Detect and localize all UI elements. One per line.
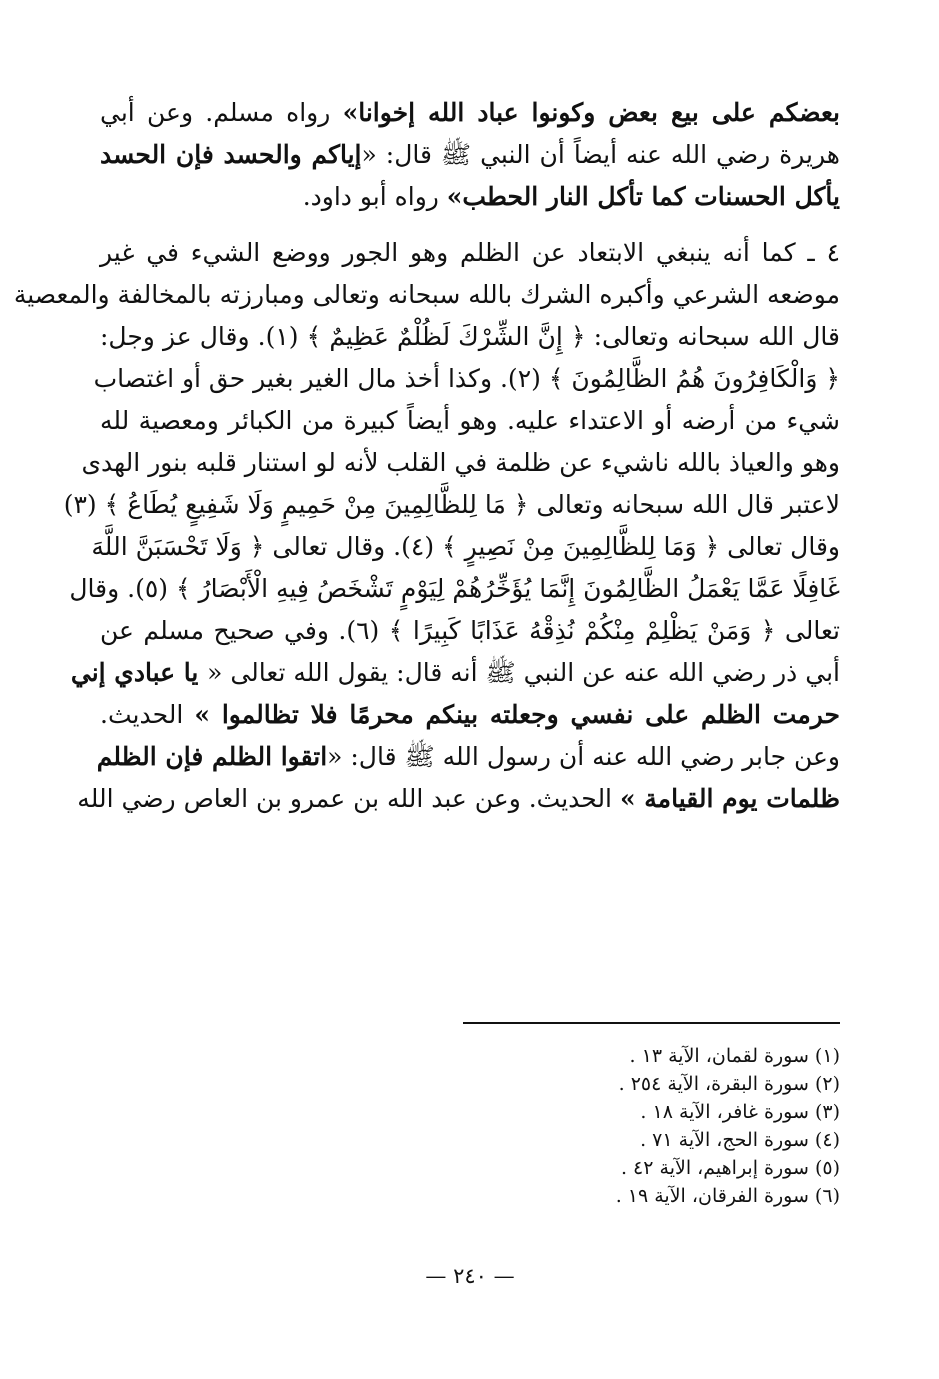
text-line-14 <box>70 652 840 694</box>
text-run: الحديث. وعن عبد الله بن عمرو بن العاص رضي الله <box>77 784 620 813</box>
body-text <box>13 92 841 820</box>
hadith-text: اتقوا الظلم فإن الظلم <box>96 742 328 771</box>
text-run: هريرة رضي الله عنه أيضاً أن النبي ﷺ قال: « <box>361 140 840 169</box>
text-line-12: غَافِلًا عَمَّا يَعْمَلُ الظَّالِمُونَ إِنَّمَا يُؤَخِّرُهُمْ لِيَوْمٍ تَشْخَصُ فِيهِ الْأَبْصَارُ ﴾ (٥). وقال <box>69 574 840 603</box>
text-line-15 <box>100 694 840 736</box>
hadith-text: ظلمات يوم القيامة » <box>619 784 840 813</box>
text-line-9: وهو والعياذ بالله ناشيء عن ظلمة في القلب لأنه لو استنار قلبه بنور الهدى <box>81 448 840 477</box>
text-run: الحديث. <box>100 700 195 729</box>
text-line-2 <box>100 134 840 176</box>
footnote-item: (٤) سورة الحج، الآية ٧١ . <box>640 1129 840 1151</box>
text-line-6: قال الله سبحانه وتعالى: ﴿ إِنَّ الشِّرْكَ لَظُلْمٌ عَظِيمٌ ﴾ (١). وقال عز وجل: <box>100 322 840 351</box>
hadith-text: إياكم والحسد فإن الحسد <box>100 140 362 169</box>
footnote-item: (٥) سورة إبراهيم، الآية ٤٢ . <box>620 1157 840 1179</box>
text-line-1 <box>100 92 840 134</box>
text-line-17 <box>77 778 840 820</box>
text-run: رواه أبو داود. <box>302 182 447 211</box>
hadith-text: يا عبادي إني <box>70 658 208 687</box>
footnote-divider <box>463 1022 840 1024</box>
footnote-item: (٦) سورة الفرقان، الآية ١٩ . <box>615 1185 840 1207</box>
text-line-10: لاعتبر قال الله سبحانه وتعالى ﴿ مَا لِلظَّالِمِينَ مِنْ حَمِيمٍ وَلَا شَفِيعٍ يُطَاعُ ﴾ (٣) <box>63 490 840 519</box>
hadith-text: يأكل الحسنات كما تأكل النار الحطب» <box>446 182 840 211</box>
text-line-3 <box>100 176 840 218</box>
page-number: — ٢٤٠ — <box>425 1264 515 1288</box>
hadith-text: حرمت الظلم على نفسي وجعلته بينكم محرمًا فلا تظالموا » <box>194 700 840 729</box>
text-run: أبي ذر رضي الله عنه عن النبي ﷺ أنه قال: يقول الله تعالى « <box>207 658 840 687</box>
hadith-text: بعضكم على بيع بعض وكونوا عباد الله إخوانا» <box>342 98 840 127</box>
text-line-5: موضعه الشرعي وأكبره الشرك بالله سبحانه وتعالى ومبارزته بالمخالفة والمعصية <box>13 280 840 309</box>
text-run: رواه مسلم. وعن أبي <box>100 98 343 127</box>
text-line-7: ﴿ وَالْكَافِرُونَ هُمُ الظَّالِمُونَ ﴾ (٢). وكذا أخذ مال الغير بغير حق أو اغتصاب <box>93 364 840 393</box>
text-run: وعن جابر رضي الله عنه أن رسول الله ﷺ قال: « <box>327 742 840 771</box>
text-line-8: شيء من أرضه أو الاعتداء عليه. وهو أيضاً كبيرة من الكبائر ومعصية لله <box>100 406 840 435</box>
footnote-item: (٣) سورة غافر، الآية ١٨ . <box>640 1101 840 1123</box>
text-line-13: تعالى ﴿ وَمَنْ يَظْلِمْ مِنْكُمْ نُذِقْهُ عَذَابًا كَبِيرًا ﴾ (٦). وفي صحيح مسلم عن <box>100 616 841 645</box>
text-line-11: وقال تعالى ﴿ وَمَا لِلظَّالِمِينَ مِنْ نَصِيرٍ ﴾ (٤). وقال تعالى ﴿ وَلَا تَحْسَبَنَّ اللَّهَ <box>91 532 840 561</box>
footnote-item: (٢) سورة البقرة، الآية ٢٥٤ . <box>618 1073 840 1095</box>
text-line-16 <box>96 736 840 778</box>
footnote-item: (١) سورة لقمان، الآية ١٣ . <box>629 1045 840 1067</box>
footnotes <box>463 1042 840 1210</box>
text-line-4: ٤ ـ كما أنه ينبغي الابتعاد عن الظلم وهو الجور ووضع الشيء في غير <box>100 238 840 267</box>
